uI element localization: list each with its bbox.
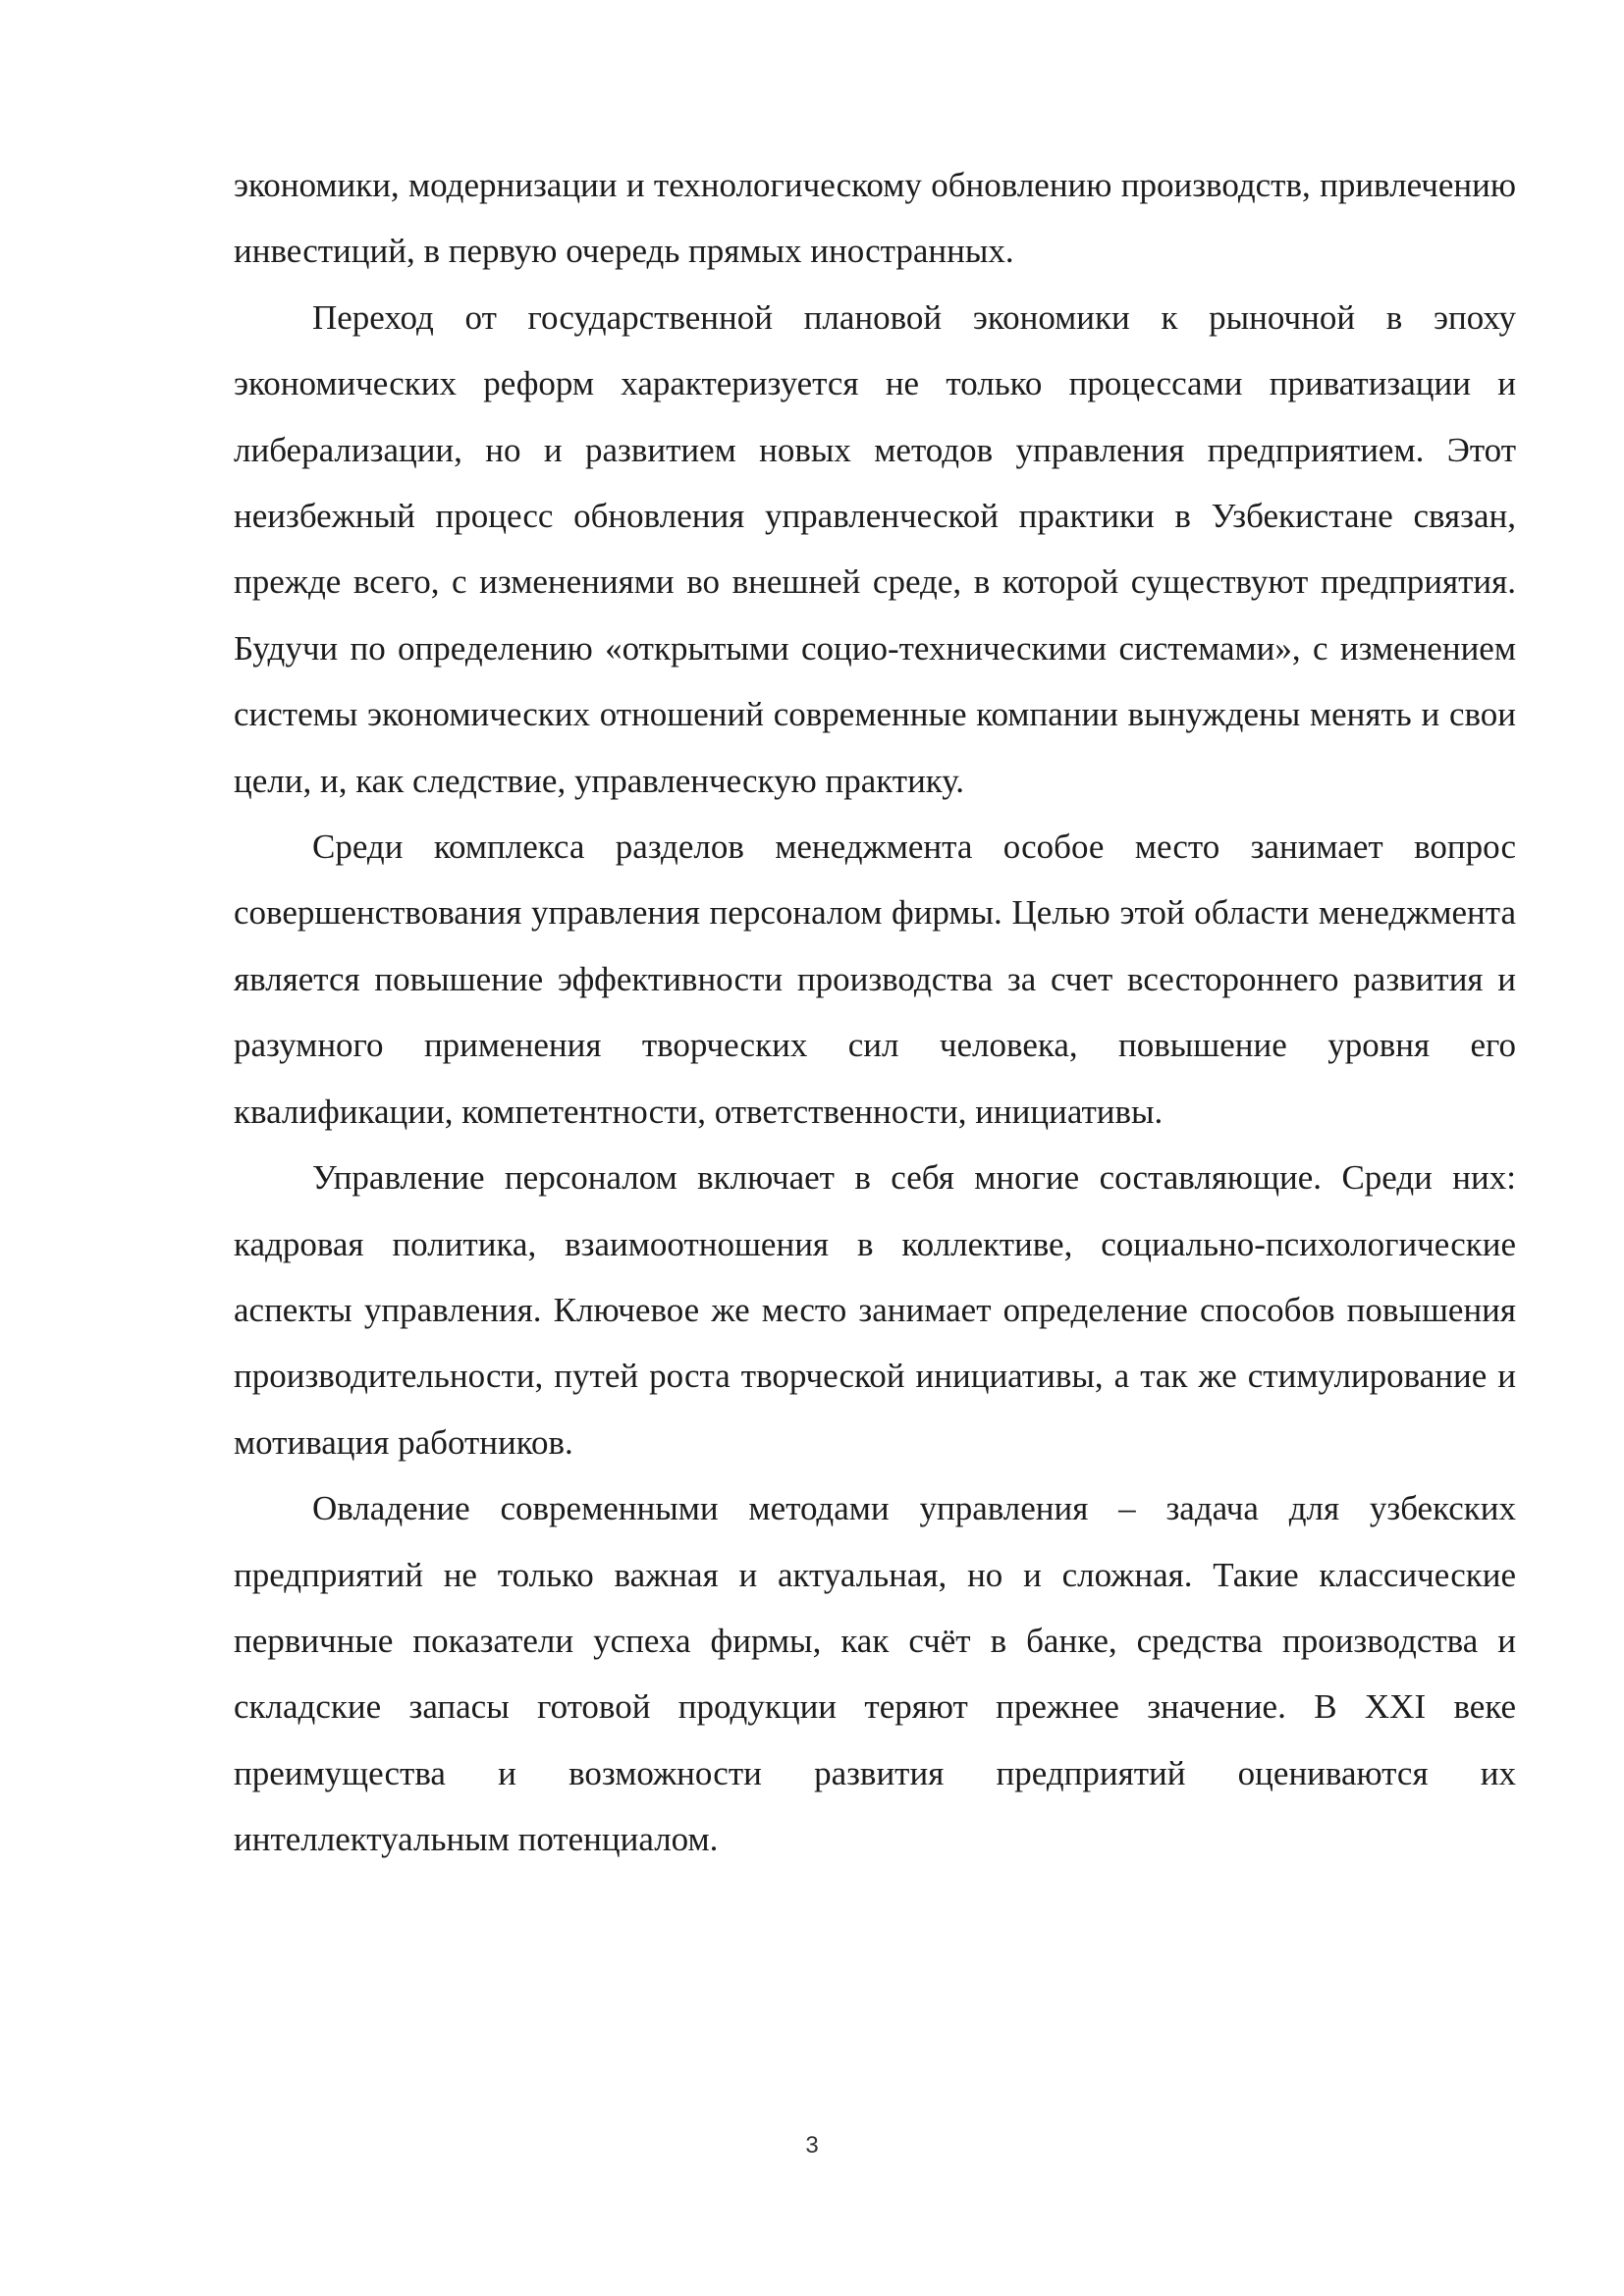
body-text [234, 152, 1516, 1873]
paragraph: экономики, модернизации и технологическому обновлению производств, привлечению инвестиций, в первую очередь прямых иностранных. [234, 166, 1516, 271]
paragraph: Управление персоналом включает в себя многие составляющие. Среди них: кадровая политика, взаимоотношения в коллективе, социально-психологические аспекты управления. Ключевое же место занимает определение способов повышения производительности, путей роста творческой инициативы, а так же стимулирование и мотивация работников. [234, 1158, 1516, 1462]
paragraph: Переход от государственной плановой экономики к рыночной в эпоху экономических реформ характеризуется не только процессами приватизации и либерализации, но и развитием новых методов управления предприятием. Этот неизбежный процесс обновления управленческой практики в Узбекистане связан, прежде всего, с изменениями во внешней среде, в которой существуют предприятия. Будучи по определению «открытыми социо-техническими системами», с изменением системы экономических отношений современные компании вынуждены менять и свои цели, и, как следствие, управленческую практику. [234, 297, 1516, 800]
paragraph: Овладение современными методами управления – задача для узбекских предприятий не только важная и актуальная, но и сложная. Такие классические первичные показатели успеха фирмы, как счёт в банке, средства производства и складские запасы готовой продукции теряют прежнее значение. В XXI веке преимущества и возможности развития предприятий оцениваются их интеллектуальным потенциалом. [234, 1489, 1516, 1859]
page-number: 3 [805, 2132, 819, 2159]
paragraph: Среди комплекса разделов менеджмента особое место занимает вопрос совершенствования управления персоналом фирмы. Целью этой области менеджмента является повышение эффективности производства за счет всестороннего развития и разумного применения творческих сил человека, повышение уровня его квалификации, компетентности, ответственности, инициативы. [234, 828, 1516, 1131]
